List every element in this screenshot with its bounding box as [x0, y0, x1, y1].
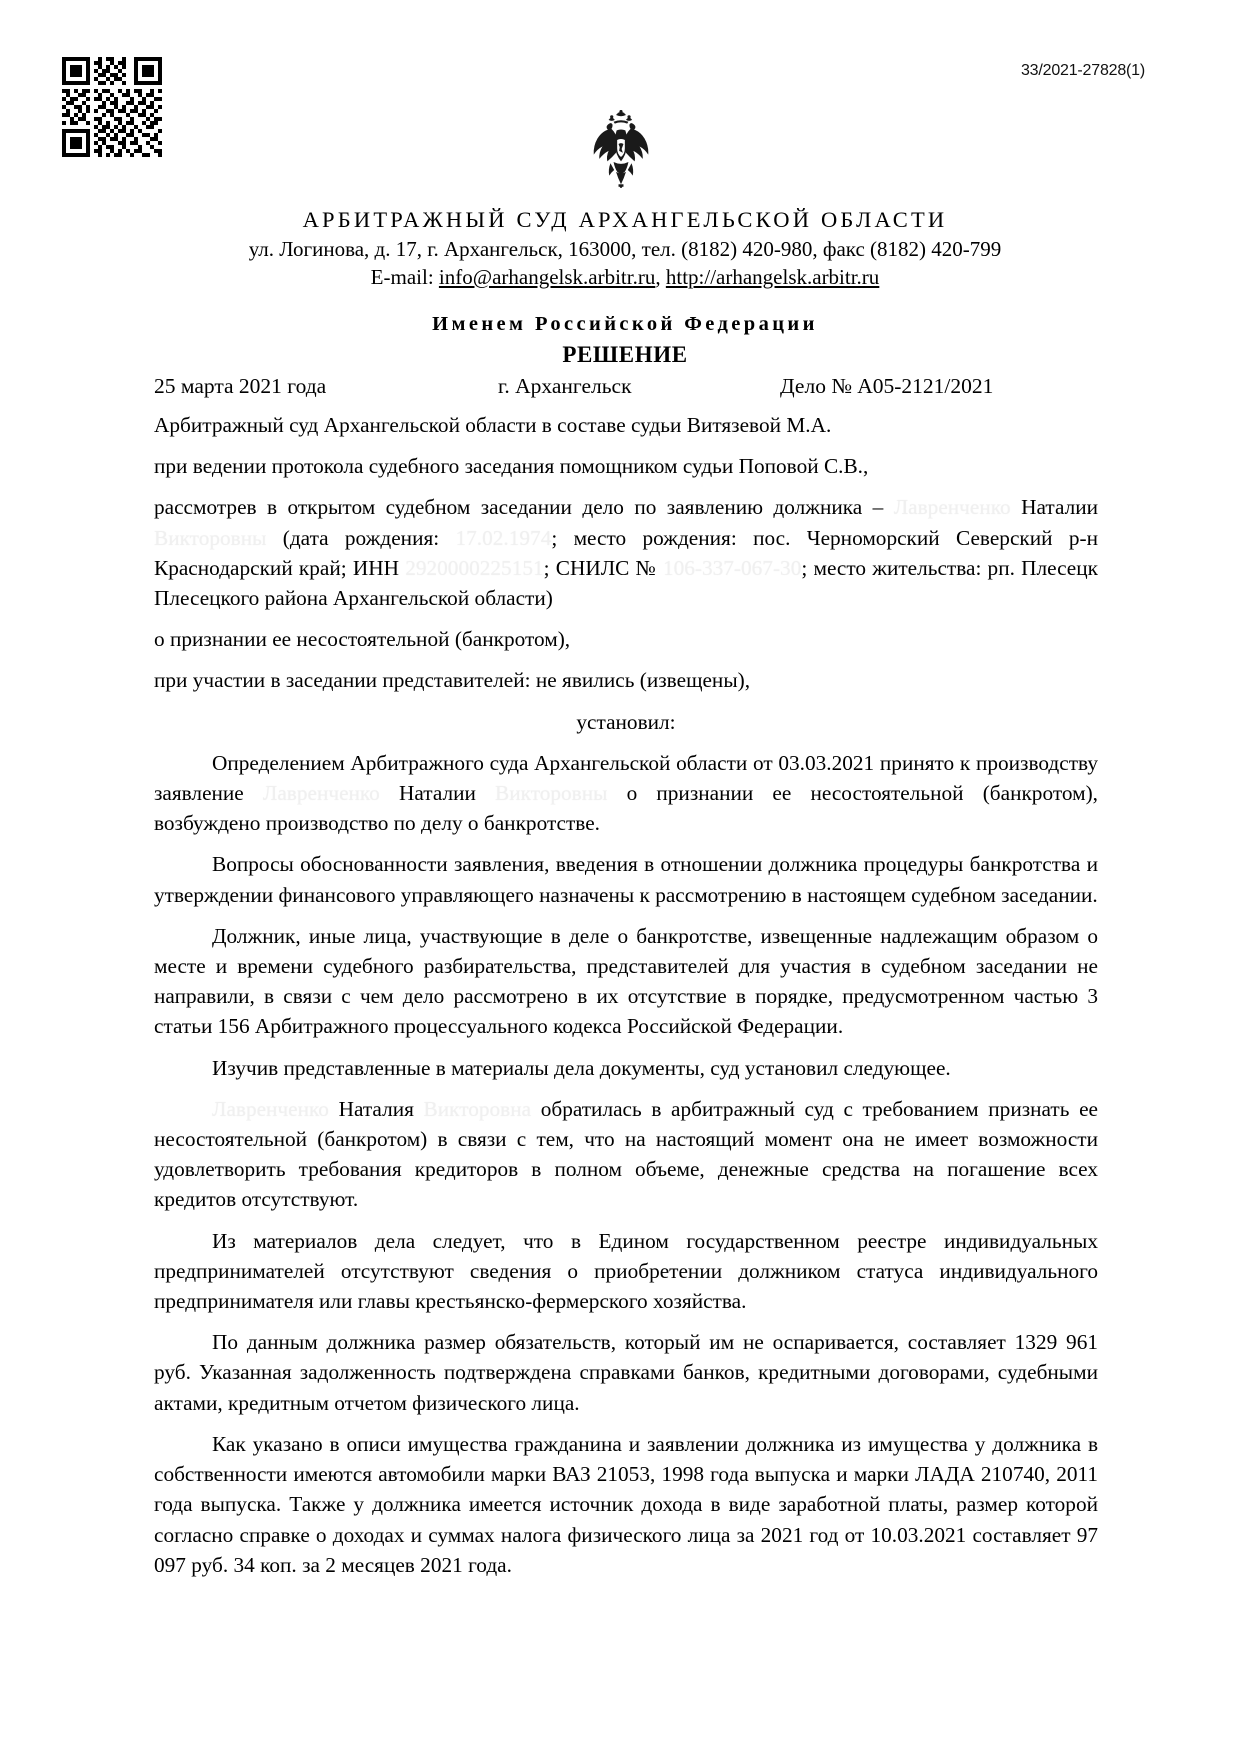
opredelenie-part-4: о признании ее несостоятельной (банкротом), возбуждено производство по делу о банкротстве.: [154, 781, 1098, 836]
birth-place: ; место рождения: пос. Черноморский Северский р-н Краснодарский край; ИНН: [154, 525, 1099, 580]
ustanovil-heading: установил:: [576, 709, 676, 734]
email-separator: ,: [655, 264, 661, 289]
opredelenie-firstname: Наталии: [379, 781, 496, 806]
snils-label: ; СНИЛС №: [543, 555, 663, 580]
paragraph-obratilas: [154, 1094, 1098, 1215]
court-address: ул. Логинова, д. 17, г. Архангельск, 163000, тел. (8182) 420-980, факс (8182) 420-799: [248, 237, 1002, 262]
website-link[interactable]: http://arhangelsk.arbitr.ru: [665, 264, 880, 289]
case-number: Дело № А05-2121/2021: [780, 374, 994, 398]
court-heading: [150, 206, 1100, 292]
obratilas-firstname: Наталия: [328, 1096, 424, 1121]
paragraph-dolzhnik: Должник, иные лица, участвующие в деле о банкротстве, извещенные надлежащим образом о месте и времени судебного разбирательства, представителей для участия в судебном заседании не направили, в связи с чем дело рассмотрено в их отсутствие в порядке, предусмотренном частью 3 статьи 156 Арбитражного процессуального кодекса Российской Федерации.: [154, 923, 1098, 1039]
in-the-name-of-rf-title: Именем Российской Федерации: [432, 313, 818, 335]
email-link[interactable]: info@arhangelsk.arbitr.ru: [438, 264, 656, 289]
court-contacts: [150, 264, 1100, 292]
qr-code-icon: [62, 57, 162, 157]
considered-prefix: рассмотрев в открытом судебном заседании дело по заявлению должника –: [154, 495, 894, 520]
paragraph-composition: Арбитражный суд Архангельской области в составе судьи Витязевой М.А.: [154, 413, 832, 437]
paragraph-opredelenie: [154, 748, 1098, 839]
debtor-firstname: Наталии: [1021, 495, 1099, 520]
email-label: E-mail:: [370, 264, 434, 289]
paragraph-izuchiv: Изучив представленные в материалы дела документы, суд установил следующее.: [212, 1055, 951, 1080]
paragraph-razmer-obyazatelstv: По данным должника размер обязательств, который им не оспаривается, составляет 1329 961 руб. Указанная задолженность подтверждена справками банков, кредитными договорами, судебными актами, кредитным отчетом физического лица.: [154, 1330, 1098, 1415]
obratilas-patronymic-redacted: Викторовна: [423, 1096, 532, 1121]
paragraph-participants: при участии в заседании представителей: не явились (извещены),: [154, 668, 751, 693]
snils-redacted: 106-337-067-30: [662, 555, 802, 580]
birth-date-redacted: 17.02.1974: [455, 525, 552, 550]
russian-coat-of-arms-icon: [590, 110, 652, 188]
residence: ; место жительства: рп. Плесецк Плесецкого района Архангельской области): [154, 555, 1099, 611]
obratilas-surname-redacted: Лавренченко: [212, 1096, 329, 1121]
opredelenie-part-0: Определением Арбитражного суда Архангельской области от 03.03.2021 принято к производству заявление: [154, 750, 1098, 806]
debtor-patronymic-redacted: Викторовны: [154, 525, 267, 550]
paragraph-protocol: при ведении протокола судебного заседания помощником судьи Поповой С.В.,: [154, 454, 869, 479]
paragraph-egrip: Из материалов дела следует, что в Едином государственном реестре индивидуальных предпринимателей отсутствуют сведения о приобретении должником статуса индивидуального предпринимателя или главы крестьянско-фермерского хозяйства.: [154, 1228, 1098, 1314]
decision-date: 25 марта 2021 года: [154, 374, 327, 398]
inn-redacted: 2920000225151: [405, 555, 544, 580]
birth-label: (дата рождения:: [282, 525, 456, 550]
decision-city: г. Архангельск: [498, 374, 632, 398]
debtor-surname-redacted: Лавренченко: [893, 495, 1011, 520]
obratilas-part-3: обратилась в арбитражный суд с требованием признать ее несостоятельной (банкротом) в связи с тем, что на настоящий момент она не имеет возможности удовлетворить требования кредиторов в полном объеме, денежные средства на погашение всех кредитов отсутствуют.: [154, 1096, 1098, 1212]
court-name: АРБИТРАЖНЫЙ СУД АРХАНГЕЛЬСКОЙ ОБЛАСТИ: [302, 207, 948, 232]
decision-title: РЕШЕНИЕ: [562, 342, 688, 367]
paragraph-subject: о признании ее несостоятельной (банкротом),: [154, 627, 571, 652]
document-code: 33/2021-27828(1): [1020, 62, 1145, 79]
decision-meta-row: [150, 374, 1100, 402]
opredelenie-surname-redacted: Лавренченко: [262, 781, 380, 806]
paragraph-debtor-details: [154, 492, 1098, 613]
opredelenie-patronymic-redacted: Викторовны: [495, 781, 608, 806]
paragraph-voprosy: Вопросы обоснованности заявления, введения в отношении должника процедуры банкротства и утверждении финансового управляющего назначены к рассмотрению в настоящем судебном заседании.: [154, 852, 1098, 907]
paragraph-imushchestvo: Как указано в описи имущества гражданина и заявлении должника из имущества у должника в собственности имеются автомобили марки ВАЗ 21053, 1998 года выпуска и марки ЛАДА 210740, 2011 года выпуска. Также у должника имеется источник дохода в виде заработной платы, размер которой согласно справке о доходах и суммах налога физического лица за 2021 год от 10.03.2021 составляет 97 097 руб. 34 коп. за 2 месяцев 2021 года.: [154, 1431, 1098, 1577]
document-body: [154, 410, 1098, 1591]
